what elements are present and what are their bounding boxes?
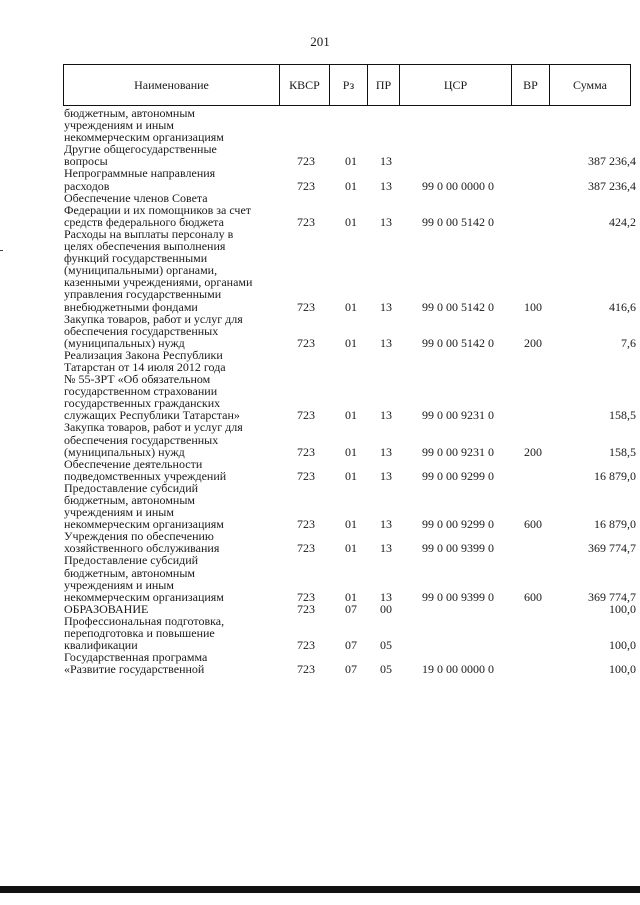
row-pr: 13 xyxy=(380,468,392,483)
row-name: Предоставление субсидий бюджетным, автономным учреждениям и иным некоммерческим организациям xyxy=(64,553,224,604)
table-row xyxy=(63,190,636,229)
row-pr: 05 xyxy=(380,638,392,653)
row-kvsr: 723 xyxy=(297,408,315,423)
header-rz: Рз xyxy=(330,65,368,106)
row-kvsr: 723 xyxy=(297,589,315,604)
header-kvsr: КВСР xyxy=(280,65,330,106)
row-pr: 13 xyxy=(380,444,392,459)
row-sum: 387 236,4 xyxy=(588,154,636,169)
row-name: Закупка товаров, работ и услуг для обеспечения государственных (муниципальных) нужд xyxy=(64,420,243,459)
row-vr: 600 xyxy=(524,589,542,604)
table-row xyxy=(63,166,636,193)
row-kvsr: 723 xyxy=(297,517,315,532)
row-name: Реализация Закона Республики Татарстан от 14 июля 2012 года № 55-ЗРТ «Об обязательном государственном страховании государственных гражданских служащих Республики Татарстан» xyxy=(64,347,240,423)
row-rz: 01 xyxy=(345,299,357,314)
row-csr: 99 0 00 0000 0 xyxy=(422,178,494,193)
table-row xyxy=(63,553,636,604)
row-pr: 13 xyxy=(380,517,392,532)
row-kvsr: 723 xyxy=(297,214,315,229)
bottom-border xyxy=(0,886,640,893)
row-name: Непрограммные направления расходов xyxy=(64,166,216,193)
row-rz: 07 xyxy=(345,601,357,616)
row-name: Другие общегосударственные вопросы xyxy=(64,142,217,169)
table-row xyxy=(63,107,630,143)
row-name: Обеспечение деятельности подведомственных учреждений xyxy=(64,456,227,483)
row-pr: 13 xyxy=(380,335,392,350)
row-rz: 07 xyxy=(345,662,357,677)
header-name: Наименование xyxy=(64,65,280,106)
row-pr: 13 xyxy=(380,408,392,423)
row-pr: 13 xyxy=(380,154,392,169)
row-sum: 16 879,0 xyxy=(594,468,636,483)
row-rz: 01 xyxy=(345,444,357,459)
row-name: Профессиональная подготовка, переподготовка и повышение квалификации xyxy=(64,613,225,653)
margin-mark xyxy=(0,250,3,251)
row-sum: 158,5 xyxy=(609,444,636,459)
row-pr: 00 xyxy=(380,601,392,616)
row-sum: 424,2 xyxy=(609,214,636,229)
header-pr: ПР xyxy=(368,65,400,106)
row-vr: 100 xyxy=(524,299,542,314)
row-csr: 99 0 00 9399 0 xyxy=(422,589,494,604)
row-sum: 369 774,7 xyxy=(588,589,636,604)
row-kvsr: 723 xyxy=(297,601,315,616)
row-sum: 7,6 xyxy=(621,335,636,350)
row-kvsr: 723 xyxy=(297,541,315,556)
table-body xyxy=(63,106,636,677)
row-kvsr: 723 xyxy=(297,468,315,483)
row-csr: 99 0 00 9231 0 xyxy=(422,408,494,423)
row-sum: 416,6 xyxy=(609,299,636,314)
row-pr: 13 xyxy=(380,541,392,556)
row-rz: 07 xyxy=(345,638,357,653)
row-kvsr: 723 xyxy=(297,154,315,169)
table-row xyxy=(63,456,636,483)
row-name: Обеспечение членов Совета Федерации и их помощников за счет средств федерального бюджета xyxy=(64,190,252,229)
row-kvsr: 723 xyxy=(297,662,315,677)
row-csr: 99 0 00 9299 0 xyxy=(422,517,494,532)
table-row xyxy=(63,311,636,350)
row-name: бюджетным, автономным учреждениям и иным некоммерческим организациям xyxy=(64,106,224,145)
header-sum: Сумма xyxy=(550,65,631,106)
row-vr: 200 xyxy=(524,444,542,459)
table-row xyxy=(63,650,636,677)
row-name: ОБРАЗОВАНИЕ xyxy=(64,601,149,616)
row-csr: 99 0 00 9299 0 xyxy=(422,468,494,483)
row-csr: 99 0 00 9231 0 xyxy=(422,444,494,459)
row-pr: 13 xyxy=(380,299,392,314)
table-row xyxy=(63,226,636,314)
row-csr: 99 0 00 9399 0 xyxy=(422,541,494,556)
row-rz: 01 xyxy=(345,154,357,169)
table-header xyxy=(63,64,631,106)
row-rz: 01 xyxy=(345,335,357,350)
row-sum: 158,5 xyxy=(609,408,636,423)
table-row xyxy=(63,347,636,423)
row-rz: 01 xyxy=(345,468,357,483)
row-csr: 99 0 00 5142 0 xyxy=(422,335,494,350)
row-name: Государственная программа «Развитие государственной xyxy=(64,650,208,677)
row-rz: 01 xyxy=(345,214,357,229)
row-rz: 01 xyxy=(345,408,357,423)
row-vr: 200 xyxy=(524,335,542,350)
header-csr: ЦСР xyxy=(400,65,512,106)
table-row xyxy=(63,613,636,653)
row-kvsr: 723 xyxy=(297,335,315,350)
table-row xyxy=(63,480,636,532)
row-sum: 16 879,0 xyxy=(594,517,636,532)
row-csr: 99 0 00 5142 0 xyxy=(422,299,494,314)
row-name: Расходы на выплаты персоналу в целях обеспечения выполнения функций государственными (муниципальными) органами, казенными учреждениями, органами управления государственными внебюджетными фондами xyxy=(64,226,253,314)
row-rz: 01 xyxy=(345,517,357,532)
row-name: Учреждения по обеспечению хозяйственного обслуживания xyxy=(64,529,220,556)
table-row xyxy=(63,420,636,459)
row-pr: 13 xyxy=(380,178,392,193)
row-kvsr: 723 xyxy=(297,444,315,459)
row-kvsr: 723 xyxy=(297,299,315,314)
row-rz: 01 xyxy=(345,178,357,193)
row-sum: 100,0 xyxy=(609,638,636,653)
row-kvsr: 723 xyxy=(297,178,315,193)
row-pr: 13 xyxy=(380,214,392,229)
row-sum: 369 774,7 xyxy=(588,541,636,556)
row-pr: 13 xyxy=(380,589,392,604)
row-rz: 01 xyxy=(345,589,357,604)
table-row xyxy=(63,142,636,169)
header-vr: ВР xyxy=(512,65,550,106)
row-csr: 19 0 00 0000 0 xyxy=(422,662,494,677)
table-row xyxy=(63,529,636,556)
row-rz: 01 xyxy=(345,541,357,556)
row-name: Предоставление субсидий бюджетным, автономным учреждениям и иным некоммерческим организациям xyxy=(64,480,224,532)
page-number: 201 xyxy=(310,34,330,49)
row-csr: 99 0 00 5142 0 xyxy=(422,214,494,229)
row-sum: 100,0 xyxy=(609,601,636,616)
row-pr: 05 xyxy=(380,662,392,677)
row-sum: 100,0 xyxy=(609,662,636,677)
row-vr: 600 xyxy=(524,517,542,532)
row-sum: 387 236,4 xyxy=(588,178,636,193)
row-kvsr: 723 xyxy=(297,638,315,653)
row-name: Закупка товаров, работ и услуг для обеспечения государственных (муниципальных) нужд xyxy=(64,311,243,350)
